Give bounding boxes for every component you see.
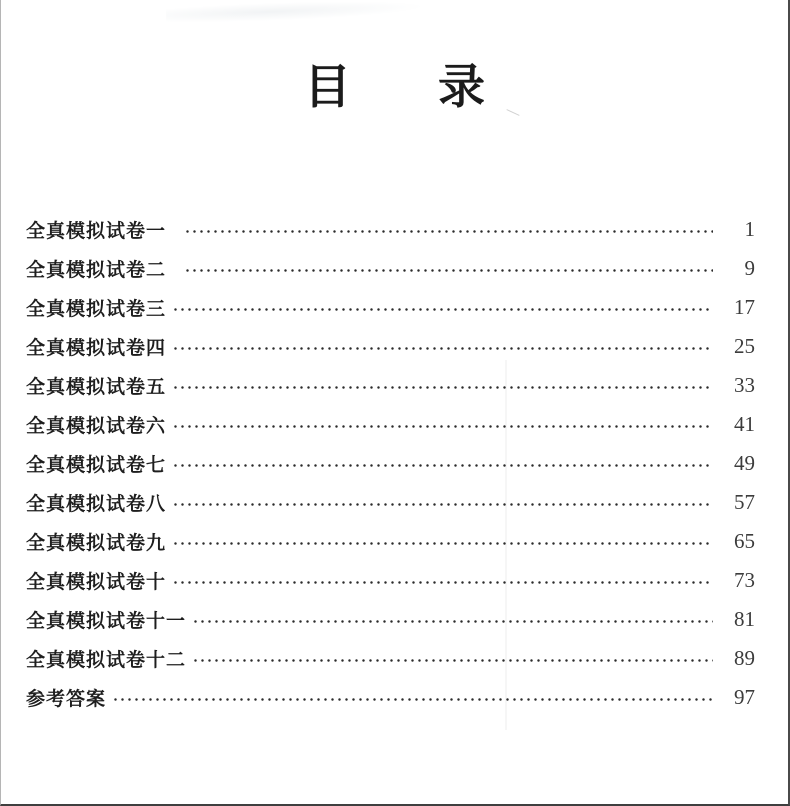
toc-entry-label: 全真模拟试卷九: [26, 533, 167, 554]
toc-entry-label: 全真模拟试卷四: [26, 338, 167, 359]
toc-entry-label: 全真模拟试卷五: [26, 377, 167, 398]
toc-entry-page-number: 25: [734, 334, 755, 358]
dot-leader: [170, 444, 713, 483]
toc-entry: [26, 483, 755, 522]
toc-entry: [26, 444, 755, 483]
toc-entry: [26, 288, 755, 327]
toc-entry-page-number: 33: [734, 373, 755, 397]
toc-entry-label: 全真模拟试卷十二: [26, 650, 187, 671]
dot-leader: [170, 483, 713, 522]
toc-entry-page-number: 41: [734, 412, 755, 436]
dot-leader: [170, 405, 713, 444]
toc-entry: [26, 405, 755, 444]
toc-entry-page-number: 49: [734, 451, 755, 475]
toc-entry-page-number: 57: [734, 490, 755, 514]
dot-leader: [190, 639, 713, 678]
toc-entry-page-number: 65: [734, 529, 755, 553]
dot-leader: [170, 561, 713, 600]
dot-leader: [190, 600, 713, 639]
toc-entry-label: 全真模拟试卷三: [26, 299, 167, 320]
scan-smudge-artifact: [166, 0, 426, 25]
toc-entry: [26, 639, 755, 678]
toc-list: [26, 210, 755, 717]
toc-entry: [26, 678, 755, 717]
toc-entry-label: 全真模拟试卷六: [26, 416, 167, 437]
toc-entry-label: 全真模拟试卷七: [26, 455, 167, 476]
toc-entry: [26, 210, 755, 249]
toc-entry-page-number: 81: [734, 607, 755, 631]
toc-entry-page-number: 9: [744, 256, 755, 280]
toc-entry-page-number: 89: [734, 646, 755, 670]
toc-entry: [26, 600, 755, 639]
toc-entry-page-number: 73: [734, 568, 755, 592]
toc-entry: [26, 327, 755, 366]
toc-entry-label: 全真模拟试卷十一: [26, 611, 187, 632]
toc-entry-label: 全真模拟试卷二: [26, 260, 167, 281]
dot-leader: [182, 249, 713, 288]
toc-entry-label: 全真模拟试卷八: [26, 494, 167, 515]
dot-leader: [170, 366, 713, 405]
dot-leader: [182, 210, 713, 249]
toc-entry: [26, 522, 755, 561]
toc-entry-page-number: 1: [744, 217, 755, 241]
dot-leader: [170, 288, 713, 327]
dot-leader: [110, 678, 713, 717]
dot-leader: [170, 327, 713, 366]
page-title: 目 录: [304, 62, 505, 114]
dot-leader: [170, 522, 713, 561]
toc-entry-label: 全真模拟试卷十: [26, 572, 167, 593]
toc-entry-label: 全真模拟试卷一: [26, 221, 167, 242]
toc-entry: [26, 366, 755, 405]
toc-entry: [26, 249, 755, 288]
toc-entry-page-number: 17: [734, 295, 755, 319]
toc-entry-page-number: 97: [734, 685, 755, 709]
toc-entry-label: 参考答案: [26, 689, 107, 710]
toc-entry: [26, 561, 755, 600]
